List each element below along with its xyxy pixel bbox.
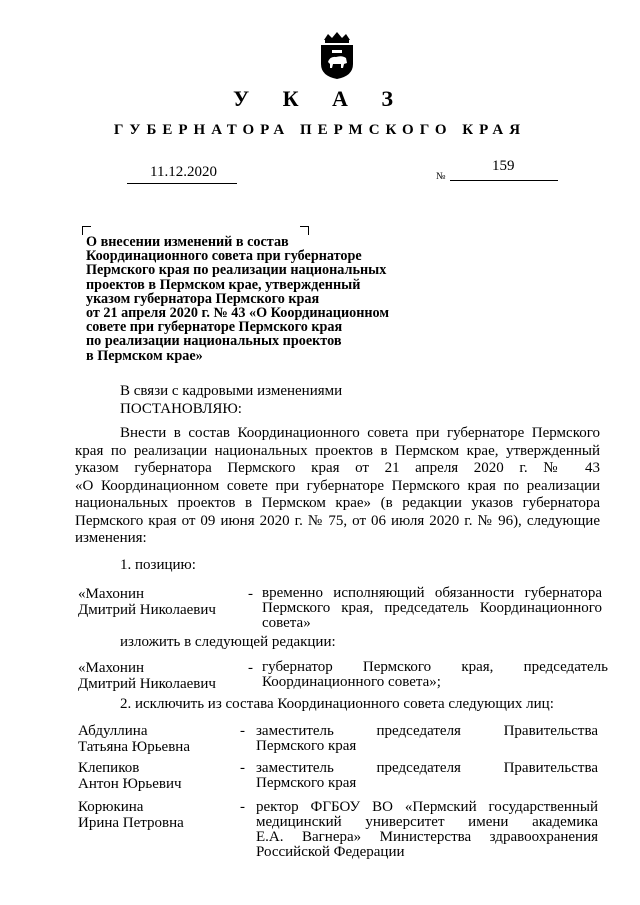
subject-line: указом губернатора Пермского края [86,290,320,307]
desc-line: совета» [262,615,311,631]
desc-line: Пермского края [256,775,357,791]
subject-line: Пермского края по реализации национальных [86,262,387,279]
desc-line: заместитель председателя Правительства [256,723,598,739]
surname: Корюкина [78,799,144,815]
body-line: указом губернатора Пермского края от 21 апреля 2020 г. № 43 [75,460,600,476]
document-date: 11.12.2020 [150,164,217,180]
intro-decree: ПОСТАНОВЛЯЮ: [120,400,242,417]
subject-line: проектов в Пермском крае, утвержденный [86,276,361,293]
desc-line: временно исполняющий обязанности губернатора [262,585,602,601]
body-line: «О Координационном совете при губернаторе Пермского края по реализации [75,477,600,494]
entry-old-name [78,586,216,618]
excluded-description [256,761,598,791]
desc-line: заместитель председателя Правительства [256,760,598,776]
given-names: Антон Юрьевич [78,776,182,792]
number-underline [450,180,558,181]
entry-dash: - [240,723,245,739]
date-underline [127,183,237,184]
desc-line: ректор ФГБОУ ВО «Пермский государственный [256,799,598,815]
document-subject [86,235,426,363]
desc-line: Е.А. Вагнера» Министерства здравоохранения [256,829,598,845]
desc-line: Российской Федерации [256,844,405,860]
item-2-label: 2. исключить из состава Координационного совета следующих лиц: [120,696,554,712]
given-names: Татьяна Юрьевна [78,739,190,755]
intro-block [120,383,342,418]
entry-dash: - [248,586,253,602]
given-names: Дмитрий Николаевич [78,676,216,692]
subject-line: от 21 апреля 2020 г. № 43 «О Координационном [86,305,390,322]
desc-line: губернатор Пермского края, председатель [262,659,608,675]
given-names: Ирина Петровна [78,815,184,831]
excluded-name [78,799,184,831]
surname: «Махонин [78,586,145,602]
surname: Клепиков [78,760,140,776]
intro-reason: В связи с кадровыми изменениями [120,383,343,399]
body-line: национальных проектов в Пермском крае» (в редакции указов губернатора [75,495,600,511]
body-line: Внести в состав Координационного совета при губернаторе Пермского [120,425,600,441]
entry-new-name [78,660,216,692]
subject-line: по реализации национальных проектов [86,333,342,350]
desc-line: Пермского края, председатель Координационного [262,600,602,616]
number-label: № [436,171,446,182]
desc-line: Координационного совета»; [262,674,441,690]
given-names: Дмитрий Николаевич [78,602,216,618]
entry-dash: - [248,660,253,676]
replace-label: изложить в следующей редакции: [120,634,336,650]
entry-old-description [262,586,602,631]
surname: Абдуллина [78,723,148,739]
decree-body [75,425,600,548]
body-line: изменения: [75,530,147,546]
body-line: края по реализации национальных проектов в Пермском крае, утвержденный [75,442,600,459]
perm-krai-coat-of-arms-icon [318,30,356,80]
subject-line: Координационного совета при губернаторе [86,248,362,265]
document-title: У К А З [232,86,408,111]
document-number: 159 [492,158,515,174]
entry-dash: - [240,760,245,776]
desc-line: Пермского края [256,738,357,754]
subject-line: О внесении изменений в состав [86,234,289,250]
excluded-description [256,800,598,860]
excluded-name [78,760,182,792]
entry-dash: - [240,799,245,815]
excluded-name [78,723,190,755]
item-1-label: 1. позицию: [120,557,196,573]
desc-line: медицинский университет имени академика [256,814,598,830]
entry-new-description [262,660,608,690]
surname: «Махонин [78,660,145,676]
document-issuer: ГУБЕРНАТОРА ПЕРМСКОГО КРАЯ [113,122,527,138]
subject-line: совете при губернаторе Пермского края [86,319,343,336]
subject-corner-right [300,226,309,235]
excluded-description [256,724,598,754]
body-line: Пермского края от 09 июня 2020 г. № 75, от 06 июля 2020 г. № 96), следующие [75,512,600,529]
subject-line: в Пермском крае» [86,347,203,364]
